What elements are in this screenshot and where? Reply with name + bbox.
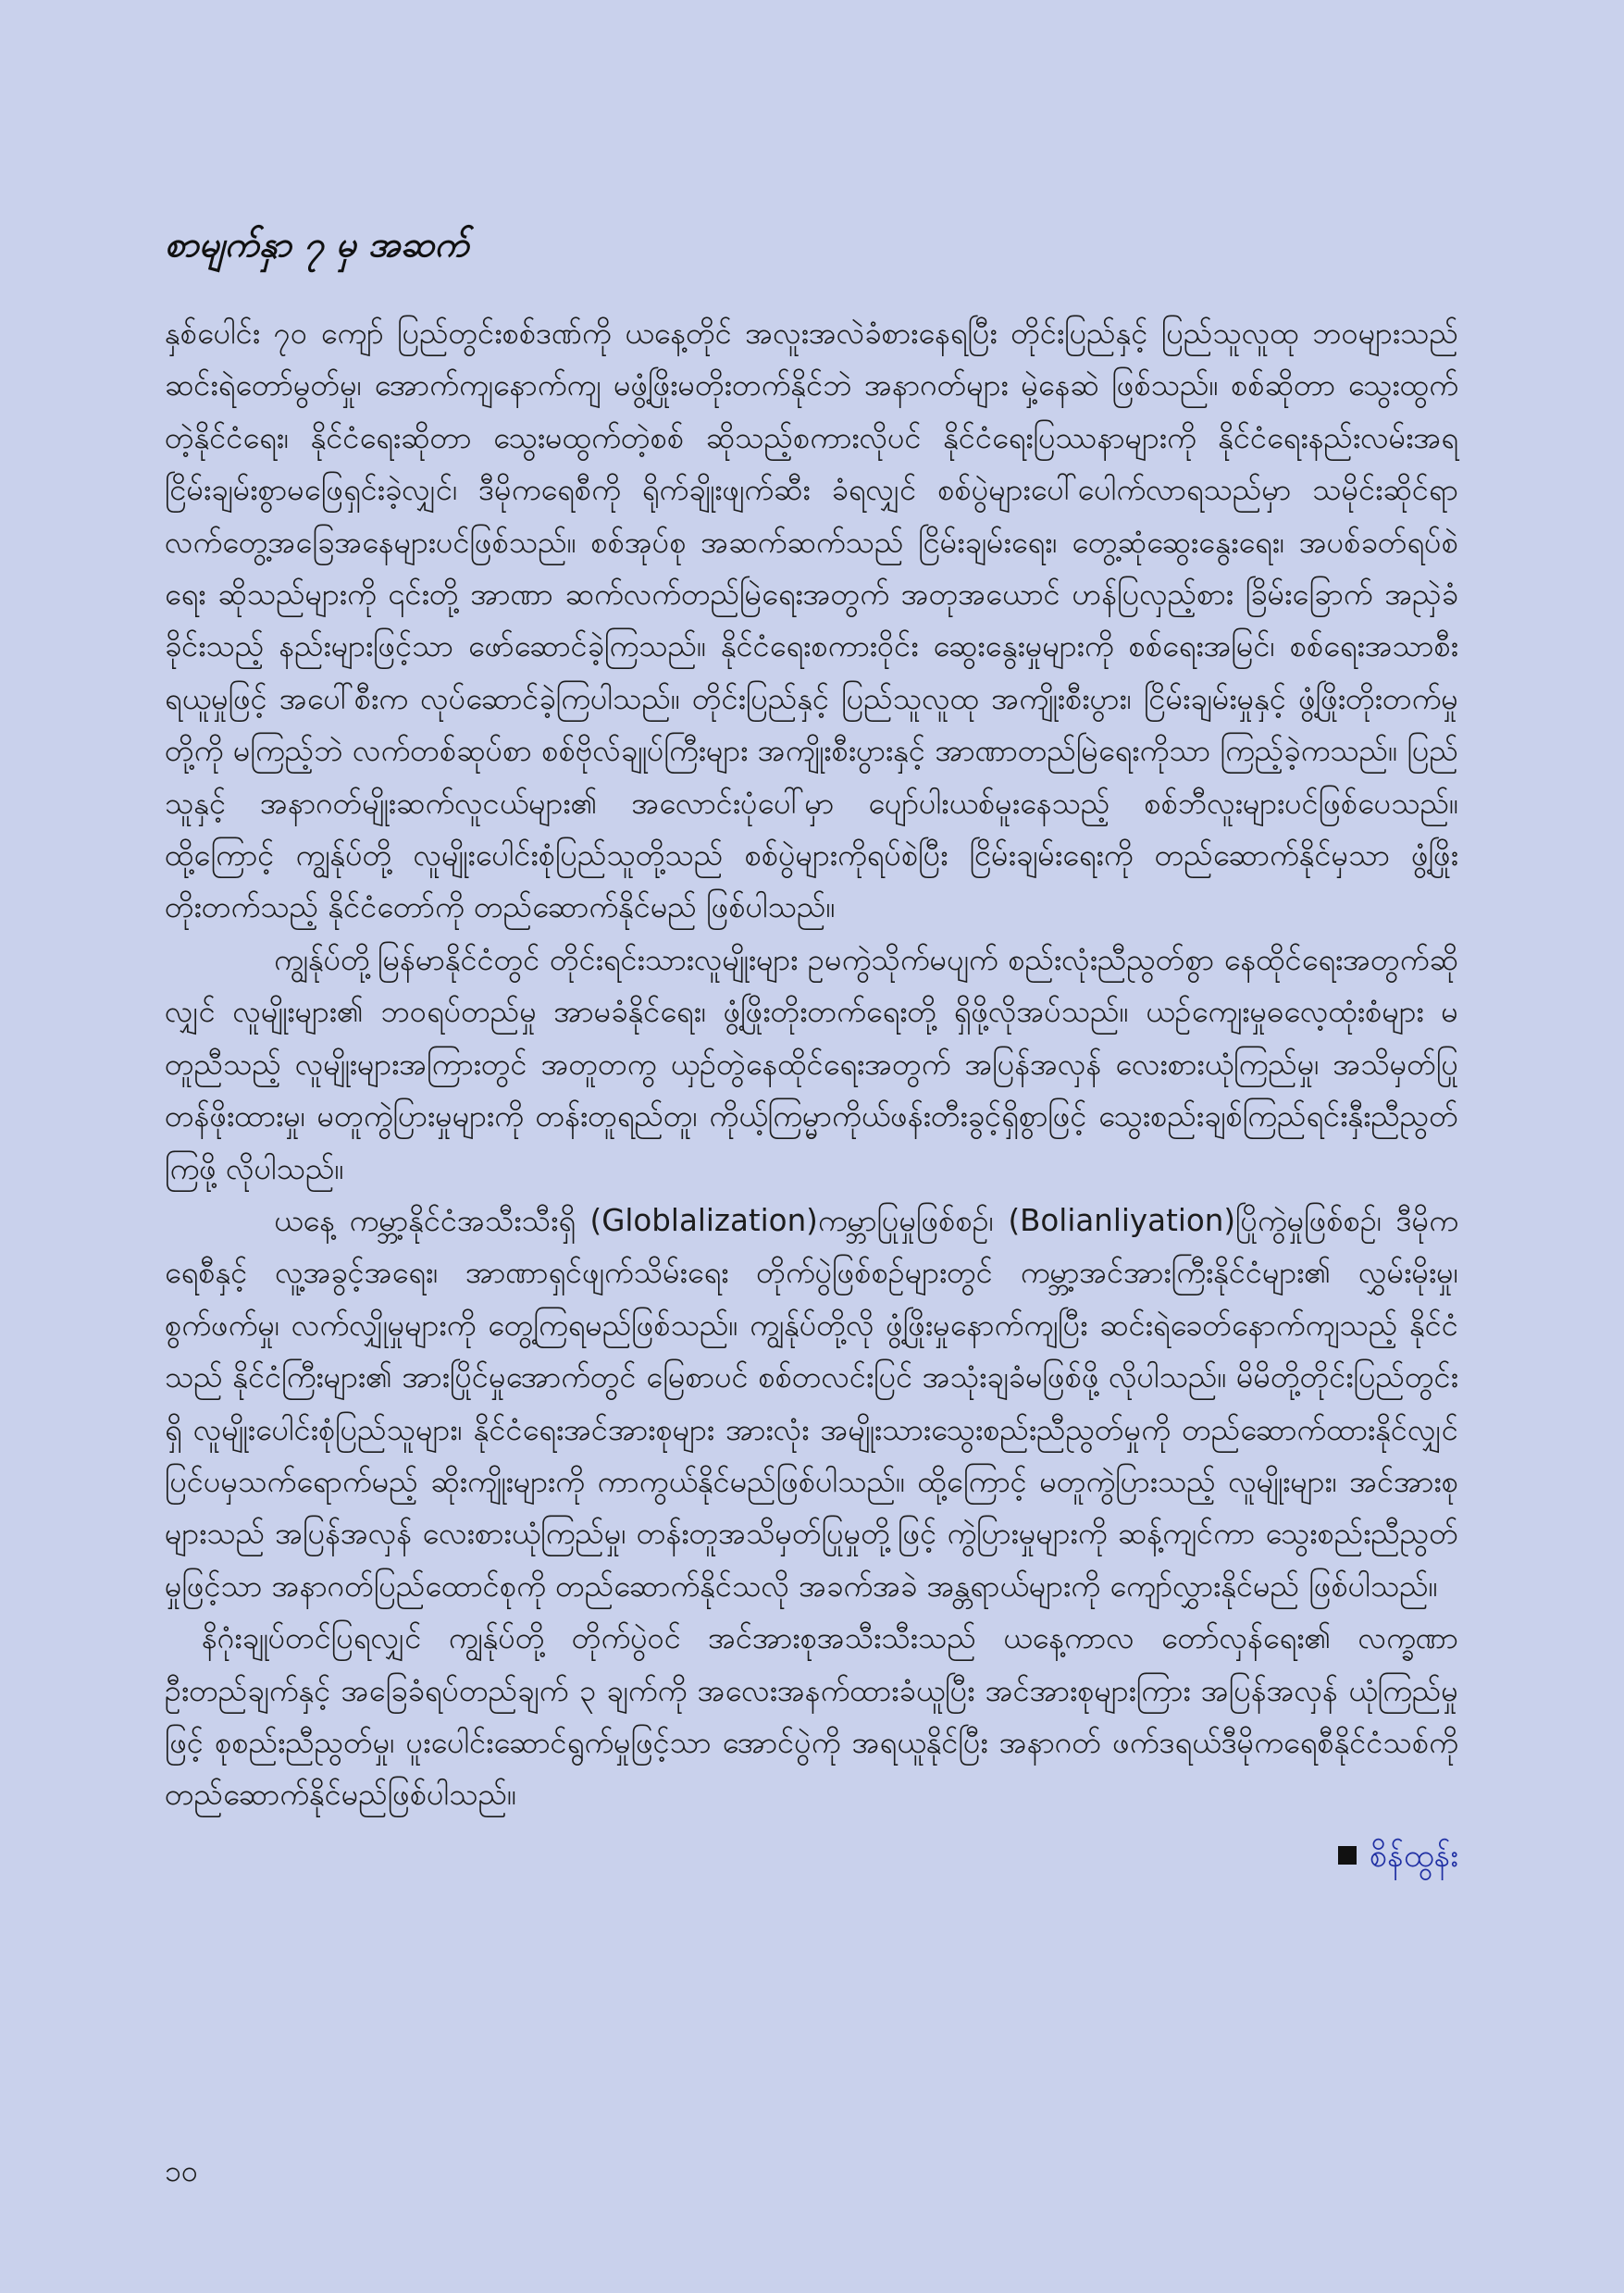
paragraph-3: ယနေ့ ကမ္ဘာ့နိုင်ငံအသီးသီးရှိ (Globlalization)ကမ္ဘာပြုမှုဖြစ်စဉ်၊ (Bolianliyation)ပြိုကွဲမှုဖြစ်စဉ်၊ ဒီမိုကရေစီနှင့် လူ့အခွင့်အရေး၊ အာဏာရှင်ဖျက်သိမ်းရေး တိုက်ပွဲဖြစ်စဉ်များတွင် ကမ္ဘာ့အင်အားကြီးနိုင်ငံများ၏ လွှမ်းမိုးမှု၊ စွက်ဖက်မှု၊ လက်လျှိုမှုများကို တွေ့ကြရမည်ဖြစ်သည်။ ကျွန်ုပ်တို့လို ဖွံ့ဖြိုးမှုနောက်ကျပြီး ဆင်းရဲခေတ်နောက်ကျသည့် နိုင်ငံသည် နိုင်ငံကြီးများ၏ အားပြိုင်မှုအောက်တွင် မြေစာပင် စစ်တလင်းပြင် အသုံးချခံမဖြစ်ဖို့ လိုပါသည်။ မိမိတို့တိုင်းပြည်တွင်းရှိ လူမျိုးပေါင်းစုံပြည်သူများ၊ နိုင်ငံရေးအင်အားစုများ အားလုံး အမျိုးသားသွေးစည်းညီညွတ်မှုကို တည်ဆောက်ထားနိုင်လျှင် ပြင်ပမှသက်ရောက်မည့် ဆိုးကျိုးများကို ကာကွယ်နိုင်မည်ဖြစ်ပါသည်။ ထို့ကြောင့် မတူကွဲပြားသည့် လူမျိုးများ၊ အင်အားစုများသည် အပြန်အလှန် လေးစားယုံကြည်မှု၊ တန်းတူအသိမှတ်ပြုမှုတို့ဖြင့် ကွဲပြားမှုများကို ဆန့်ကျင်ကာ သွေးစည်းညီညွတ်မှုဖြင့်သာ အနာဂတ်ပြည်ထောင်စုကို တည်ဆောက်နိုင်သလို အခက်အခဲ အန္တရာယ်များကို ကျော်လွှားနိုင်မည် ဖြစ်ပါသည်။	[165, 1202, 1458, 1604]
continued-heading: စာမျက်နှာ ၇ မှ အဆက်	[165, 223, 469, 265]
article-page	[165, 218, 1458, 1882]
author-name: စိန်ထွန်း	[1370, 1837, 1458, 1875]
article-body	[165, 307, 1458, 1821]
square-bullet-icon	[1338, 1846, 1357, 1865]
paragraph-4: နိဂုံးချုပ်တင်ပြရလျှင် ကျွန်ုပ်တို့ တိုက်ပွဲဝင် အင်အားစုအသီးသီးသည် ယနေ့ကာလ တော်လှန်ရေး၏ လက္ခဏာ ဦးတည်ချက်နှင့် အခြေခံရပ်တည်ချက် ၃ ချက်ကို အလေးအနက်ထားခံယူပြီး အင်အားစုများကြား အပြန်အလှန် ယုံကြည်မှုဖြင့် စုစည်းညီညွတ်မှု၊ ပူးပေါင်းဆောင်ရွက်မှုဖြင့်သာ အောင်ပွဲကို အရယူနိုင်ပြီး အနာဂတ် ဖက်ဒရယ်ဒီမိုကရေစီနိုင်ငံသစ်ကို တည်ဆောက်နိုင်မည်ဖြစ်ပါသည်။	[165, 1620, 1458, 1813]
paragraph-2: ကျွန်ုပ်တို့မြန်မာနိုင်ငံတွင် တိုင်းရင်းသားလူမျိုးများ ဥမကွဲသိုက်မပျက် စည်းလုံးညီညွတ်စွာ နေထိုင်ရေးအတွက်ဆိုလျှင် လူမျိုးများ၏ ဘဝရပ်တည်မှု အာမခံနိုင်ရေး၊ ဖွံ့ဖြိုးတိုးတက်ရေးတို့ ရှိဖို့လိုအပ်သည်။ ယဉ်ကျေးမှုဓလေ့ထုံးစံများ မတူညီသည့် လူမျိုးများအကြားတွင် အတူတကွ ယှဉ်တွဲနေထိုင်ရေးအတွက် အပြန်အလှန် လေးစားယုံကြည်မှု၊ အသိမှတ်ပြုတန်ဖိုးထားမှု၊ မတူကွဲပြားမှုများကို တန်းတူရည်တူ၊ ကိုယ့်ကြမ္မာကိုယ်ဖန်းတီးခွင့်ရှိစွာဖြင့် သွေးစည်းချစ်ကြည်ရင်းနှီးညီညွတ်ကြဖို့ လိုပါသည်။	[165, 941, 1458, 1186]
paragraph-1: နှစ်ပေါင်း ၇၀ ကျော် ပြည်တွင်းစစ်ဒဏ်ကို ယနေ့တိုင် အလူးအလဲခံစားနေရပြီး တိုင်းပြည်နှင့် ပြည်သူလူထု ဘဝများသည် ဆင်းရဲတော်မွတ်မှု၊ အောက်ကျနောက်ကျ မဖွံ့ဖြိုးမတိုးတက်နိုင်ဘဲ အနာဂတ်များ မှဲ့နေဆဲ ဖြစ်သည်။ စစ်ဆိုတာ သွေးထွက်တဲ့နိုင်ငံရေး၊ နိုင်ငံရေးဆိုတာ သွေးမထွက်တဲ့စစ် ဆိုသည့်စကားလိုပင် နိုင်ငံရေးပြဿနာများကို နိုင်ငံရေးနည်းလမ်းအရ ငြိမ်းချမ်းစွာမဖြေရှင်းခဲ့လျှင်၊ ဒီမိုကရေစီကို ရိုက်ချိုးဖျက်ဆီး ခံရလျှင် စစ်ပွဲများပေါ်ပေါက်လာရသည်မှာ သမိုင်းဆိုင်ရာ လက်တွေ့အခြေအနေများပင်ဖြစ်သည်။ စစ်အုပ်စု အဆက်ဆက်သည် ငြိမ်းချမ်းရေး၊ တွေ့ဆုံဆွေးနွေးရေး၊ အပစ်ခတ်ရပ်စဲရေး ဆိုသည်များကို ၎င်းတို့ အာဏာ ဆက်လက်တည်မြဲရေးအတွက် အတုအယောင် ဟန်ပြလှည့်စား ခြိမ်းခြောက် အညှဲခံ ခိုင်းသည့် နည်းများဖြင့်သာ ဖော်ဆောင်ခဲ့ကြသည်။ နိုင်ငံရေးစကားဝိုင်း ဆွေးနွေးမှုများကို စစ်ရေးအမြင်၊ စစ်ရေးအသာစီးရယူမှုဖြင့် အပေါ်စီးက လုပ်ဆောင်ခဲ့ကြပါသည်။ တိုင်းပြည်နှင့် ပြည်သူလူထု အကျိုးစီးပွား၊ ငြိမ်းချမ်းမှုနှင့် ဖွံ့ဖြိုးတိုးတက်မှုတို့ကို မကြည့်ဘဲ လက်တစ်ဆုပ်စာ စစ်ဗိုလ်ချုပ်ကြီးများ အကျိုးစီးပွားနှင့် အာဏာတည်မြဲရေးကိုသာ ကြည့်ခဲ့ကသည်။ ပြည်သူနှင့် အနာဂတ်မျိုးဆက်လူငယ်များ၏ အလောင်းပုံပေါ်မှာ ပျော်ပါးယစ်မူးနေသည့် စစ်ဘီလူးများပင်ဖြစ်ပေသည်။ ထို့ကြောင့် ကျွန်ုပ်တို့ လူမျိုးပေါင်းစုံပြည်သူတို့သည် စစ်ပွဲများကိုရပ်စဲပြီး ငြိမ်းချမ်းရေးကို တည်ဆောက်နိုင်မှသာ ဖွံ့ဖြိုးတိုးတက်သည့် နိုင်ငံတော်ကို တည်ဆောက်နိုင်မည် ဖြစ်ပါသည်။	[165, 316, 1458, 925]
author-signature	[165, 1830, 1458, 1882]
page-number: ၁၀	[165, 2153, 198, 2188]
